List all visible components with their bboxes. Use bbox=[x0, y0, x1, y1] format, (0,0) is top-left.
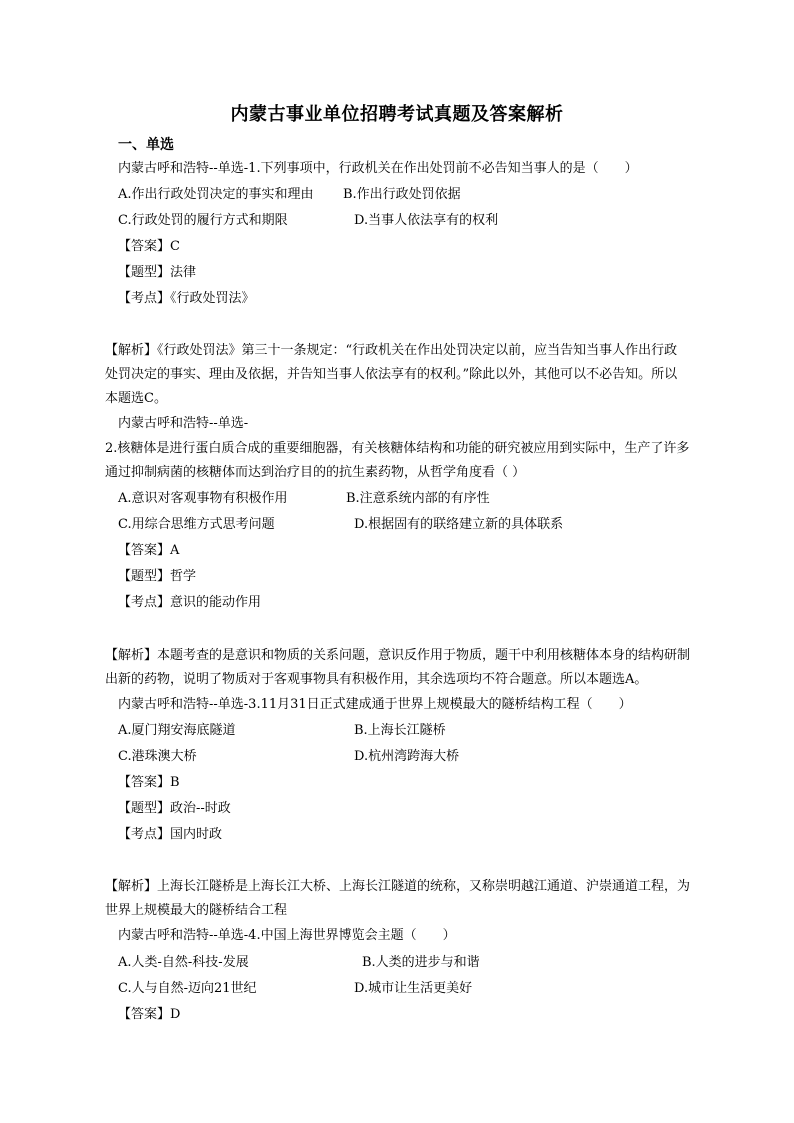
question-2-point: 【考点】意识的能动作用 bbox=[118, 595, 262, 610]
question-1-answer: 【答案】C bbox=[118, 239, 180, 254]
question-3-explanation: 【解析】上海长江隧桥是上海长江大桥、上海长江隧道的统称，又称崇明越江通道、沪崇通道工程，为世界上规模最大的隧桥结合工程 bbox=[105, 879, 691, 918]
question-1-point: 【考点】《行政处罚法》 bbox=[118, 291, 255, 306]
question-4-stem: 内蒙古呼和浩特--单选-4.中国上海世界博览会主题（ ） bbox=[118, 928, 456, 943]
question-3-type: 【题型】政治--时政 bbox=[118, 801, 231, 816]
question-1-type: 【题型】法律 bbox=[118, 265, 197, 280]
question-1-option-d: D.当事人依法享有的权利 bbox=[354, 213, 499, 228]
question-3-point: 【考点】国内时政 bbox=[118, 827, 223, 842]
question-2-option-d: D.根据固有的联络建立新的具体联系 bbox=[354, 517, 564, 532]
question-2-option-b: B.注意系统内部的有序性 bbox=[346, 491, 490, 506]
question-2-answer: 【答案】A bbox=[118, 543, 180, 558]
document-title: 内蒙古事业单位招聘考试真题及答案解析 bbox=[230, 104, 564, 125]
question-2-stem: 2.核糖体是进行蛋白质合成的重要细胞器，有关核糖体结构和功能的研究被应用到实际中，生产了许多通过抑制病菌的核糖体而达到治疗目的的抗生素药物，从哲学角度看（ ） bbox=[105, 441, 690, 480]
question-4-option-c: C.人与自然-迈向21世纪 bbox=[118, 981, 257, 996]
question-4-option-b: B.人类的进步与和谐 bbox=[362, 955, 480, 970]
question-3-option-d: D.杭州湾跨海大桥 bbox=[354, 749, 460, 764]
question-3-option-b: B.上海长江隧桥 bbox=[354, 723, 446, 738]
question-3-option-a: A.厦门翔安海底隧道 bbox=[118, 723, 236, 738]
question-1-option-b: B.作出行政处罚依据 bbox=[343, 187, 461, 202]
question-4-option-d: D.城市让生活更美好 bbox=[354, 981, 473, 996]
question-1-option-c: C.行政处罚的履行方式和期限 bbox=[118, 213, 288, 228]
question-2-prefix: 内蒙古呼和浩特--单选- bbox=[118, 416, 249, 431]
question-2-option-c: C.用综合思维方式思考问题 bbox=[118, 517, 275, 532]
question-2-option-a: A.意识对客观事物有积极作用 bbox=[118, 491, 288, 506]
question-2-explanation: 【解析】本题考查的是意识和物质的关系问题，意识反作用于物质，题干中利用核糖体本身的结构研制出新的药物，说明了物质对于客观事物具有积极作用，其余选项均不符合题意。所以本题选A。 bbox=[105, 648, 691, 687]
section-heading: 一、单选 bbox=[118, 137, 174, 153]
question-3-answer: 【答案】B bbox=[118, 775, 180, 790]
question-3-stem: 内蒙古呼和浩特--单选-3.11月31日正式建成通于世界上规模最大的隧桥结构工程（ ） bbox=[118, 697, 632, 712]
question-1-stem: 内蒙古呼和浩特--单选-1.下列事项中，行政机关在作出处罚前不必告知当事人的是（ ） bbox=[118, 161, 638, 176]
question-3-option-c: C.港珠澳大桥 bbox=[118, 749, 197, 764]
question-2-type: 【题型】哲学 bbox=[118, 569, 197, 584]
question-1-option-a: A.作出行政处罚决定的事实和理由 bbox=[118, 187, 314, 202]
question-1-explanation: 【解析】《行政处罚法》第三十一条规定：“行政机关在作出处罚决定以前，应当告知当事人作出行政处罚决定的事实、理由及依据，并告知当事人依法享有的权利。”除此以外，其他可以不必告知。所以本题选C。 bbox=[105, 343, 678, 406]
question-4-option-a: A.人类-自然-科技-发展 bbox=[118, 955, 249, 970]
question-4-answer: 【答案】D bbox=[118, 1007, 181, 1022]
